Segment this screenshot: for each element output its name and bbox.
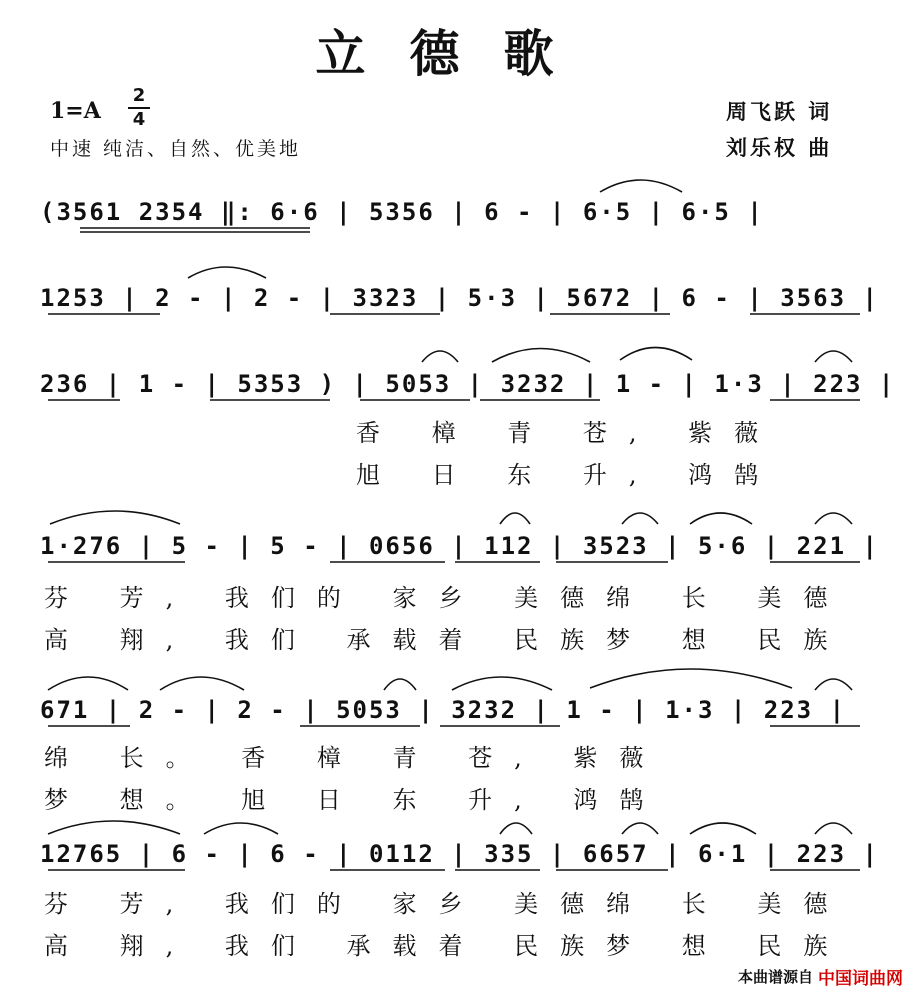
time-denominator: 4 — [132, 109, 146, 130]
slur — [204, 823, 278, 834]
source-label: 本曲谱源自 — [737, 968, 813, 986]
slur — [492, 349, 590, 363]
score-row-4: 1·276 | 5 - | 5 - | 0656 | 112 | 3523 | 5·6 | 221 | — [40, 532, 879, 560]
score-row-5: 671 | 2 - | 2 - | 5053 | 3232 | 1 - | 1·3 | 223 | — [40, 696, 847, 724]
score-row-1: (3561 2354 ‖: 6·6 | 5356 | 6 - | 6·5 | 6·5 | — [40, 198, 764, 226]
slur — [815, 679, 852, 690]
site-name-link[interactable]: 中国词曲网 — [818, 969, 903, 989]
lyric-row-3-verse-1: 香 樟 青 苍, 紫薇 — [356, 419, 781, 447]
lyricist-credit: 周飞跃 词 — [726, 100, 833, 124]
slur — [690, 513, 752, 524]
lyric-row-6-verse-2: 高 翔, 我们 承载着 民族梦 想 民族 — [44, 932, 850, 960]
lyric-row-4-verse-2: 高 翔, 我们 承载着 民族梦 想 民族 — [44, 626, 850, 654]
slur — [815, 823, 852, 834]
slur — [815, 351, 852, 362]
slur — [500, 513, 530, 524]
slur — [815, 513, 852, 524]
slur — [48, 821, 180, 834]
slur — [452, 677, 552, 690]
tempo-marking: 中速 纯洁、自然、优美地 — [50, 138, 302, 160]
slur — [188, 267, 266, 278]
slur — [600, 180, 682, 192]
slur — [620, 348, 692, 361]
score-row-6: 12765 | 6 - | 6 - | 0112 | 335 | 6657 | 6·1 | 223 | — [40, 840, 879, 868]
slur — [384, 679, 416, 690]
lyric-row-3-verse-2: 旭 日 东 升, 鸿鹄 — [356, 461, 781, 489]
song-title: 立德歌 — [315, 24, 598, 83]
score-row-3: 236 | 1 - | 5353 ) | 5053 | 3232 | 1 - | 1·3 | 223 | — [40, 370, 896, 398]
slur — [422, 351, 458, 362]
score-row-2: 1253 | 2 - | 2 - | 3323 | 5·3 | 5672 | 6 - | 3563 | — [40, 284, 879, 312]
lyric-row-4-verse-1: 芬 芳, 我们的 家乡 美德绵 长 美德 — [44, 584, 850, 612]
slur — [622, 823, 658, 834]
slur — [500, 823, 532, 834]
slur — [160, 677, 244, 690]
slur — [690, 823, 756, 834]
lyric-row-5-verse-1: 绵 长。 香 樟 青 苍, 紫薇 — [44, 744, 666, 772]
composer-credit: 刘乐权 曲 — [726, 136, 833, 160]
slur — [622, 513, 658, 524]
key-signature: 1=A — [50, 98, 101, 124]
slur — [50, 511, 180, 524]
time-numerator: 2 — [132, 85, 146, 106]
lyric-row-6-verse-1: 芬 芳, 我们的 家乡 美德绵 长 美德 — [44, 890, 850, 918]
slur — [590, 669, 792, 688]
lyric-row-5-verse-2: 梦 想。 旭 日 东 升, 鸿鹄 — [44, 786, 666, 814]
slur — [48, 677, 128, 690]
